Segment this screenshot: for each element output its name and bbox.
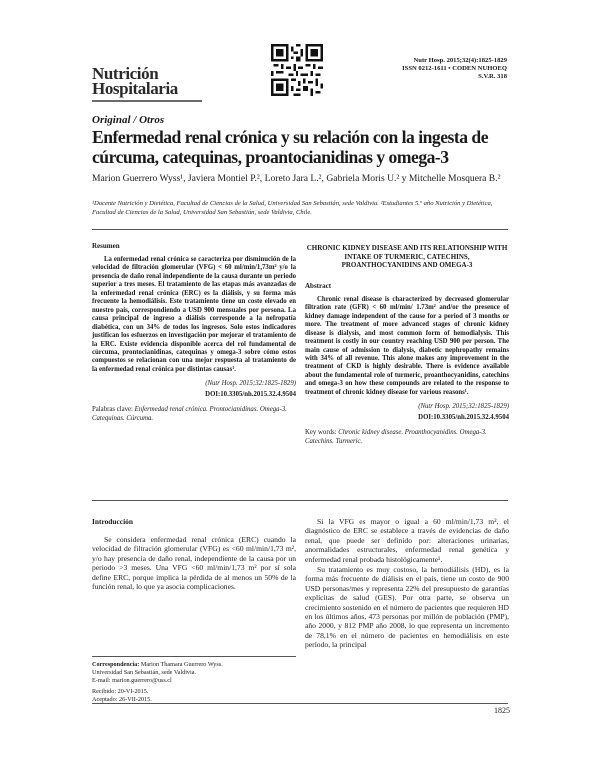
citation-line: Nutr Hosp. 2015;32(4):1825-1829: [413, 57, 507, 64]
resumen-heading: Resumen: [92, 242, 120, 250]
received-date: Recibido: 20-VI-2015.: [92, 688, 149, 695]
qr-code-icon: [271, 44, 323, 96]
keywords-text: Chronic kidney disease. Proanthocyanidins. Omega-3. Catechins. Turmeric.: [305, 429, 487, 445]
abstract-doi: DOI:10.3305/nh.2015.32.4.9504: [418, 414, 509, 422]
body-paragraph: Se considera enfermedad renal crónica (ERC) cuando la velocidad de filtración glomerular (VFG) es <60 ml/min/1,73 m², y/o hay presencia de daño renal, independiente de la causa por un periodo >3 meses. Una VFG <60 ml/min/1,73 m² por sí sola define ERC, porque implica la pérdida de al menos un 50% de la función renal, lo que ya asocia complicaciones.: [92, 535, 296, 592]
affiliations: ¹Docente Nutrición y Dietética, Facultad de Ciencias de la Salud, Universidad San Sebastián, sede Valdivia. ²Estudiantes 5.º año Nutrición y Dietética, Facultad de Ciencias de la Salud, Universidad San Sebastián, sede Valdivia, Chile.: [92, 200, 493, 216]
abstract-keywords: [305, 429, 509, 446]
svr-line: S.V.R. 318: [478, 73, 507, 81]
article-title: Enfermedad renal crónica y su relación con la ingesta de cúrcuma, catequinas, proantocianidinas y omega-3: [92, 127, 489, 167]
journal-logo: [92, 66, 212, 96]
keywords-label: Key words:: [305, 429, 337, 437]
correspondence-line: [92, 661, 296, 669]
logo-divider: [92, 100, 202, 102]
body-column-left: [92, 517, 296, 592]
section-label: Original / Otros: [92, 114, 165, 126]
correspondence-note: [92, 656, 296, 704]
body-column-right: [305, 517, 509, 651]
body-paragraph: Su tratamiento es muy costoso, la hemodiálisis (HD), es la forma más frecuente de diálisis en el país, tiene un costo de 900 USD personas/mes y representa 22% del presupuesto de garantías explícitas de salud (GES). Por otra parte, se observa un crecimiento sostenido en el número de pacientes que requieren HD en los últimos años, 473 personas por millón de población (PMP), año 2000, y 812 PMP año 2008, lo que representa un incremento de 78,1% en el número de pacientes en hemodiálisis en este período, la principal: [305, 565, 509, 650]
keywords-text: Enfermedad renal crónica. Prontocianidinas. Omega-3. Catequinas. Cúrcuma.: [92, 406, 287, 422]
issn-line: ISSN 0212-1611 • CODEN NUHOEQ: [402, 65, 507, 73]
footer-divider: [92, 703, 508, 704]
abstract-title: CHRONIC KIDNEY DISEASE AND ITS RELATIONSHIP WITH INTAKE OF TURMERIC, CATECHINS, PROANTHOCYANIDINS AND OMEGA-3: [306, 244, 508, 270]
intro-heading: Introducción: [92, 517, 133, 526]
resumen-body: La enfermedad renal crónica se caracteriza por disminución de la velocidad de filtración glomerular (VFG) < 60 ml/min/1,73m² y/o la presencia de daño renal independiente de la causa durante un periodo superior a tres meses. El tratamiento de las etapas más avanzadas de la enfermedad renal crónica (ERC) es la diálisis, y su forma más frecuente la hemodiálisis. Este tratamiento tiene un coste elevado en nuestro país, correspondiendo a USD 900 mensuales por persona. La causa principal de ingreso a diálisis corresponde a la nefropatía diabética, con un 34% de todos los ingresos. Solo estos indicadores justifican los esfuerzos en investigación por mejorar el tratamiento de la ERC. Existe evidencia disponible acerca del rol fundamental de cúrcuma, prontocianidinas, catequinas y omega-3 sobre cómo estos compuestos se relacionan con una mejor respuesta al tratamiento de la enfermedad renal crónica por distintas causas¹.: [92, 256, 296, 373]
header-divider: [92, 229, 508, 230]
author-list: Marion Guerrero Wyss¹, Javiera Montiel P.², Loreto Jara L.², Gabriela Moris U.² y Mitchelle Mosquera B.²: [92, 173, 501, 184]
resumen-citation: (Nutr Hosp. 2015;32:1825-1829): [205, 380, 296, 388]
keywords-label: Palabras clave:: [92, 406, 133, 414]
resumen-section: [92, 236, 296, 424]
abstract-section: [305, 236, 509, 446]
correspondence-label: Correspondencia:: [92, 661, 140, 668]
abstract-divider: [92, 500, 508, 501]
citation-block: [402, 57, 507, 82]
abstract-citation: (Nutr Hosp. 2015;32:1825-1829): [418, 403, 509, 411]
correspondence-email: E-mail: marion.guerrero@uss.cl: [92, 677, 172, 684]
accepted-date: Aceptado: 26-VII-2015.: [92, 696, 152, 703]
correspondence-name: Marion Thamara Guerrero Wyss.: [140, 661, 223, 668]
body-paragraph: Si la VFG es mayor o igual a 60 ml/min/1,73 m², el diagnóstico de ERC se establece a través de evidencias de daño renal, que puede ser definido por: alteraciones urinarias, anormalidades estructurales, enfermedad renal genética y enfermedad renal probada histológicamente¹.: [305, 517, 509, 564]
journal-logo-line1: Nutrición: [92, 64, 159, 83]
journal-logo-line2: Hospitalaria: [92, 79, 178, 98]
abstract-heading: Abstract: [305, 281, 332, 290]
abstract-body: Chronic renal disease is characterized by decreased glomerular filtration rate (GFR) < 60 ml/min/ 1.73m² and/or the presence of kidney damage independent of the cause for a period of 3 months or more. The treatment of more advanced stages of chronic kidney disease is dialysis, and most common form of hemodialysis. This treatment is costly in our country reaching USD 900 per person. The main cause of admission to dialysis, diabetic nephropathy remains with 34% of all revenue. This alone makes any improvement in the treatment of CKD is highly desirable. There is evidence available about the fundamental role of turmeric, proanthocyanidins, catechins and omega-3 on how these compounds are related to the response to treatment of chronic kidney disease for various reasons¹.: [305, 295, 509, 396]
correspondence-institution: Universidad San Sebastián, sede Valdivia.: [92, 669, 197, 676]
page-number: 1825: [494, 706, 510, 715]
resumen-doi: DOI:10.3305/nh.2015.32.4.9504: [205, 391, 296, 399]
resumen-keywords: [92, 406, 296, 423]
